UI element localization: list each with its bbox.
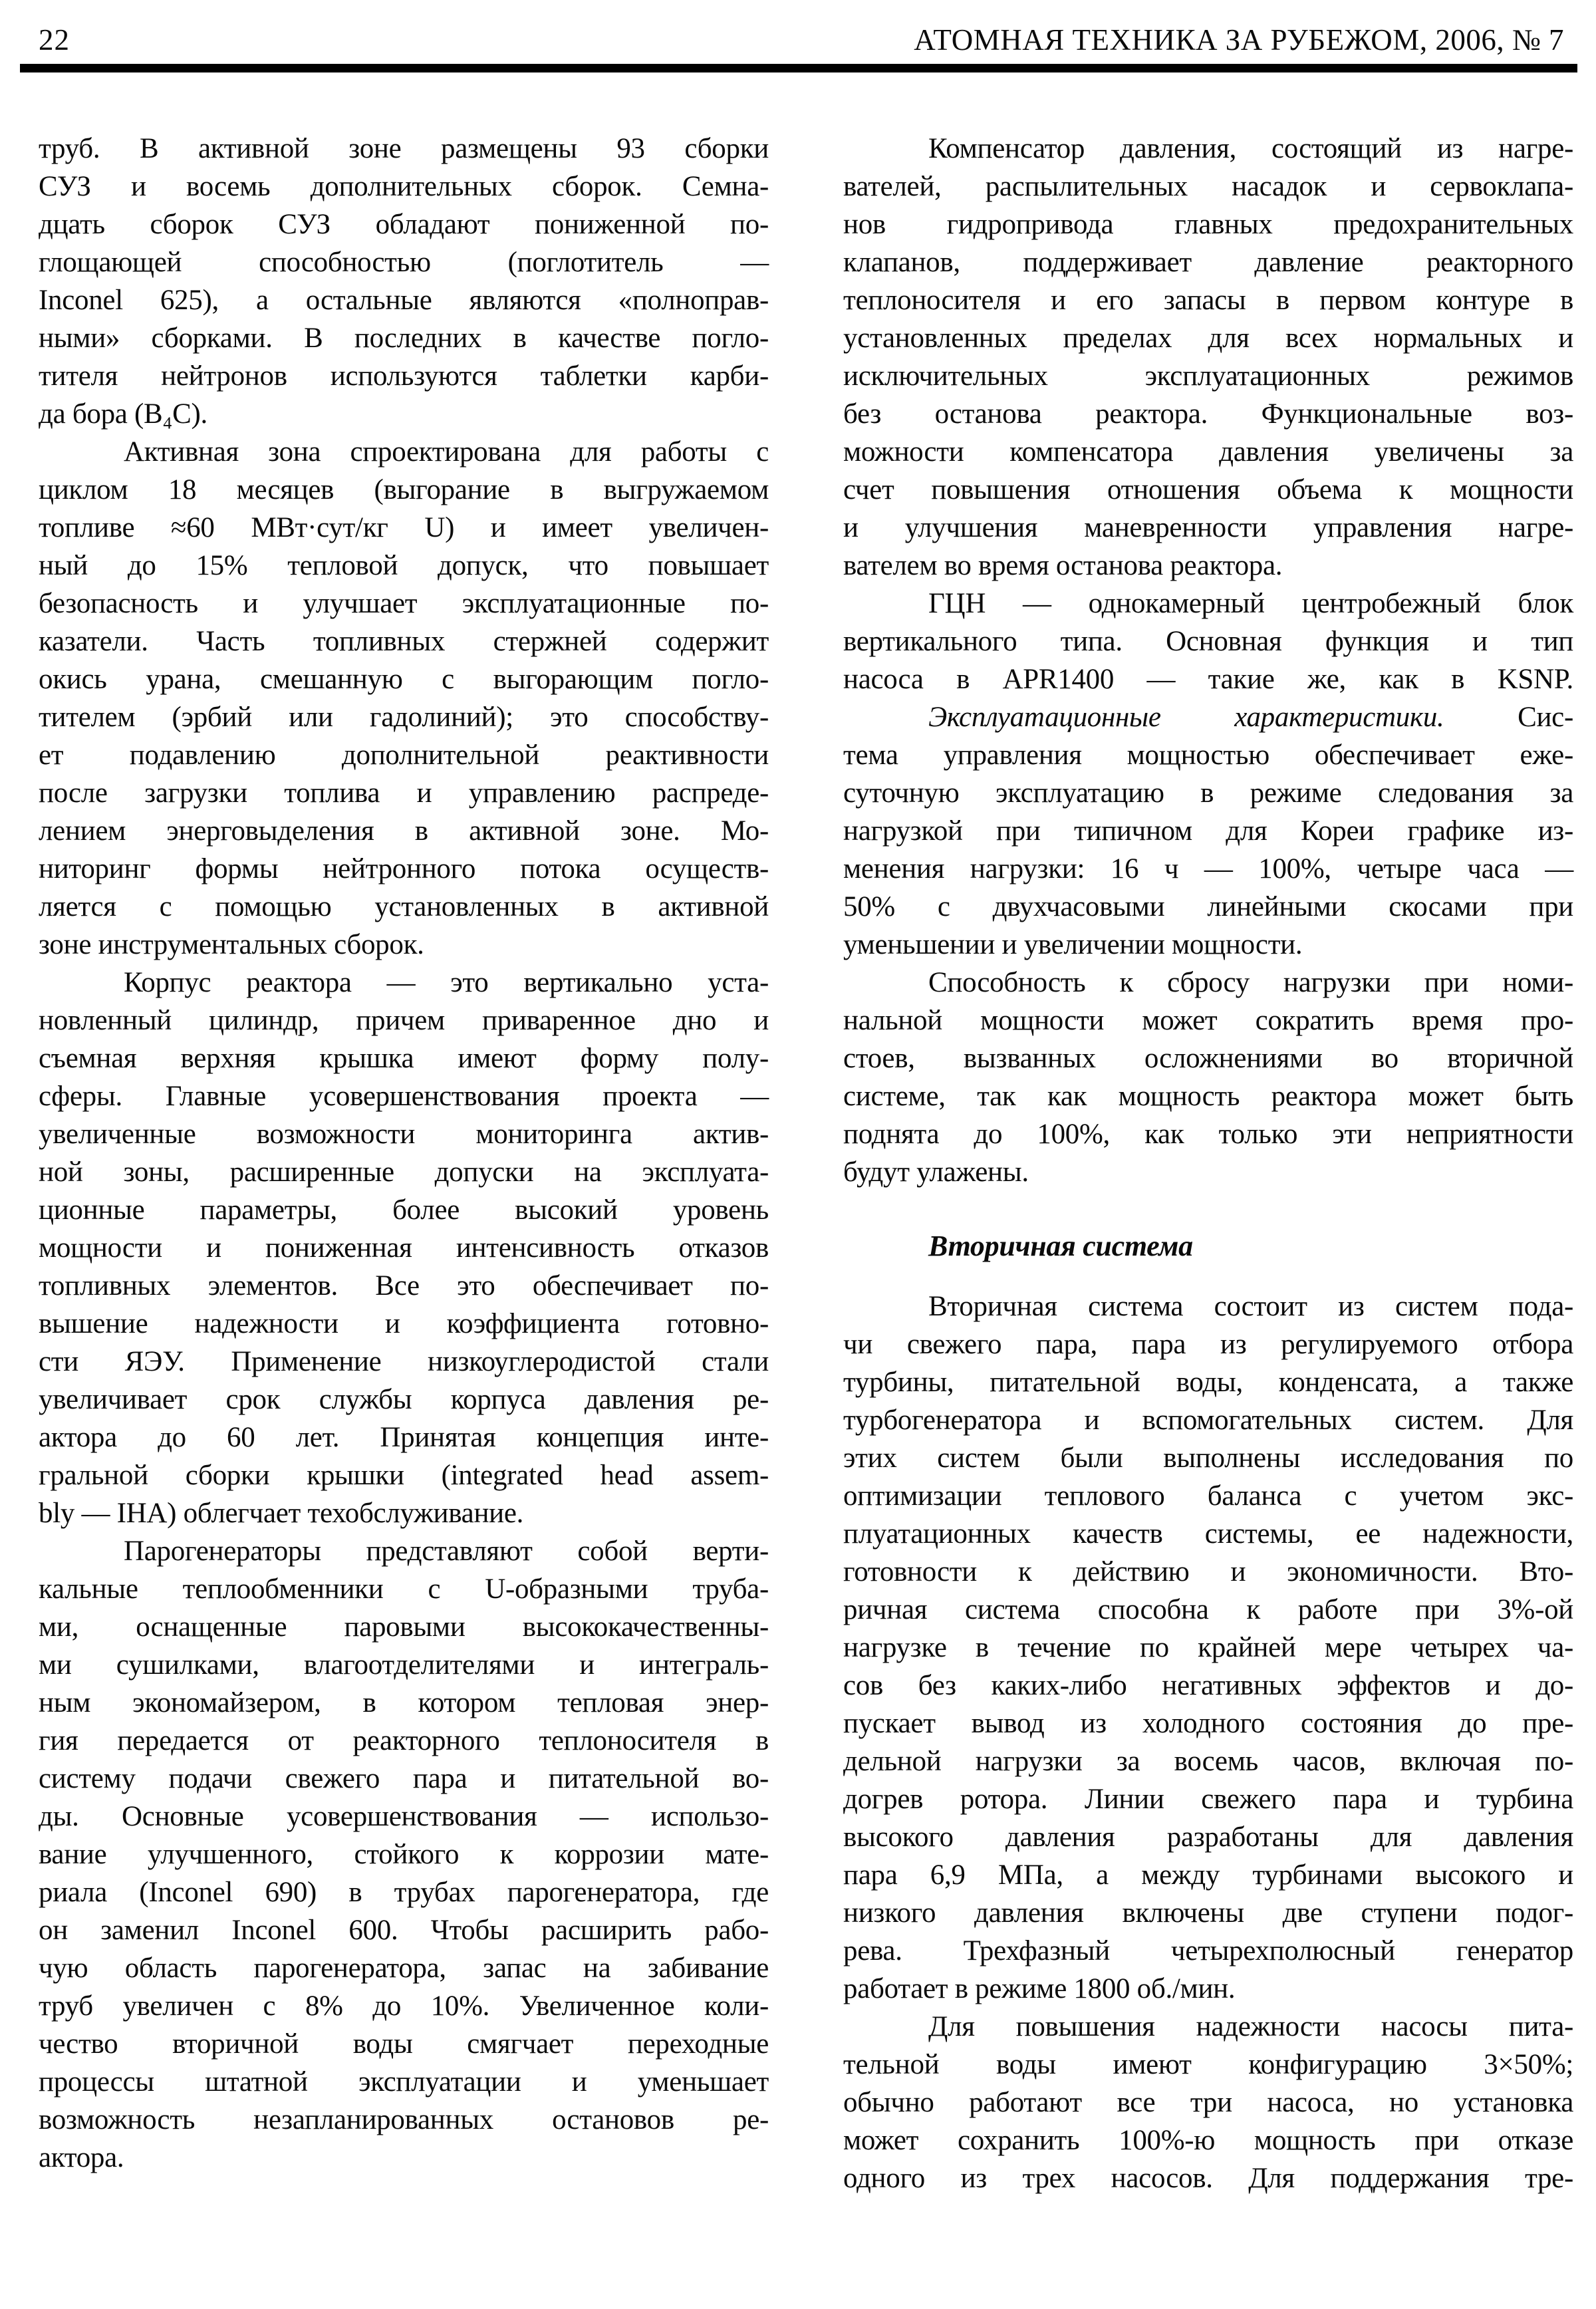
text-line: можности компенсатора давления увеличены за: [843, 436, 1573, 468]
text-line: теплоносителя и его запасы в первом контуре в: [843, 285, 1573, 316]
text-line: вертикального типа. Основная функция и тип: [843, 626, 1573, 657]
text-line: рева. Трехфазный четырехполюсный генератор: [843, 1935, 1573, 1967]
text-line: поднята до 100%, как только эти неприятности: [843, 1119, 1573, 1150]
text-line: чи свежего пара, пара из регулируемого отбора: [843, 1329, 1573, 1360]
page-number: 22: [39, 23, 70, 57]
text-line: Способность к сбросу нагрузки при номи-: [928, 967, 1573, 998]
text-line: менения нагрузки: 16 ч — 100%, четыре часа —: [843, 853, 1573, 884]
text-line: плуатационных качеств системы, ее надежности,: [843, 1518, 1573, 1550]
text-line: bly — IHA) облегчает техобслуживание.: [39, 1498, 524, 1529]
text-line: окись урана, смешанную с выгорающим погло-: [39, 664, 769, 695]
text-line: насоса в APR1400 — такие же, как в KSNP.: [843, 664, 1573, 695]
text-line: тельной воды имеют конфигурацию 3×50%;: [843, 2049, 1573, 2080]
text-line: ными» сборками. В последних в качестве погло-: [39, 323, 769, 354]
text-line: систему подачи свежего пара и питательной во-: [39, 1763, 769, 1794]
left-column: [39, 130, 769, 2197]
text-line: актора до 60 лет. Принятая концепция инте-: [39, 1422, 769, 1453]
text-line: актора.: [39, 2142, 124, 2173]
text-line: увеличенные возможности мониторинга актив-: [39, 1119, 769, 1150]
paragraph-secondary-system: [843, 1288, 1573, 2008]
paragraph-core-design: [39, 433, 769, 964]
lead-rest: Сис-: [1444, 702, 1573, 733]
text-line: ной зоны, расширенные допуски на эксплуата-: [39, 1156, 769, 1188]
text-line: турбины, питательной воды, конденсата, а также: [843, 1367, 1573, 1398]
text-line: одного из трех насосов. Для поддержания тре-: [843, 2163, 1573, 2194]
text-line: ми, оснащенные паровыми высококачественны-: [39, 1611, 769, 1643]
paragraph-main-coolant-pump: [843, 585, 1573, 698]
text-line: нов гидропривода главных предохранительных: [843, 209, 1573, 240]
text-line: [843, 698, 1573, 736]
text-line: тителем (эрбий или гадолиний); это способству-: [39, 702, 769, 733]
text-line: нальной мощности может сократить время про-: [843, 1005, 1573, 1036]
text-line: вателей, распылительных насадок и сервоклапа-: [843, 171, 1573, 202]
text-line: Активная зона спроектирована для работы с: [124, 436, 769, 468]
text-line: нагрузке в течение по крайней мере четырех ча-: [843, 1632, 1573, 1663]
text-line: вышение надежности и коэффициента готовно-: [39, 1308, 769, 1339]
text-line: ным экономайзером, в котором тепловая энер-: [39, 1687, 769, 1718]
text-line: клапанов, поддерживает давление реакторного: [843, 247, 1573, 278]
text-line: ляется с помощью установленных в активной: [39, 891, 769, 922]
text-line: готовности к действию и экономичности. Вто-: [843, 1556, 1573, 1587]
text-line: сти ЯЭУ. Применение низкоуглеродистой стали: [39, 1346, 769, 1377]
text-line: чество вторичной воды смягчает переходные: [39, 2028, 769, 2060]
text-line: новленный цилиндр, причем приваренное дно и: [39, 1005, 769, 1036]
text-line: циклом 18 месяцев (выгорание в выгружаемом: [39, 474, 769, 505]
paragraph-load-rejection: [843, 964, 1573, 1191]
text-line: низкого давления включены две ступени подог-: [843, 1897, 1573, 1929]
text-line: высокого давления разработаны для давления: [843, 1822, 1573, 1853]
text-line: ет подавлению дополнительной реактивности: [39, 740, 769, 771]
text-line: оптимизации теплового баланса с учетом экс-: [843, 1480, 1573, 1512]
text-line: вание улучшенного, стойкого к коррозии мате-: [39, 1839, 769, 1870]
paragraph-feedwater-pumps: [843, 2008, 1573, 2197]
text-line: риала (Inconel 690) в трубах парогенератора, где: [39, 1877, 769, 1908]
text-line: турбогенератора и вспомогательных систем. Для: [843, 1405, 1573, 1436]
text-line: мощности и пониженная интенсивность отказов: [39, 1232, 769, 1264]
text-line: топливных элементов. Все это обеспечивает по-: [39, 1270, 769, 1301]
text-line: СУЗ и восемь дополнительных сборок. Семна-: [39, 171, 769, 202]
text-line: Парогенераторы представляют собой верти-: [124, 1536, 769, 1567]
text-line: гральной сборки крышки (integrated head assem-: [39, 1460, 769, 1491]
text-line: Для повышения надежности насосы пита-: [928, 2011, 1573, 2042]
text-line: зоне инструментальных сборок.: [39, 929, 424, 960]
paragraph-steam-generators: [39, 1532, 769, 2177]
page-header: [0, 0, 1596, 57]
text-line: увеличивает срок службы корпуса давления ре-: [39, 1384, 769, 1415]
text-line: ми сушилками, влагоотделителями и интеграль-: [39, 1649, 769, 1681]
text-line: процессы штатной эксплуатации и уменьшает: [39, 2066, 769, 2098]
text-line: без останова реактора. Функциональные воз-: [843, 398, 1573, 430]
text-line: казатели. Часть топливных стержней содержит: [39, 626, 769, 657]
text-line: труб увеличен с 8% до 10%. Увеличенное коли-: [39, 1990, 769, 2022]
text-line: он заменил Inconel 600. Чтобы расширить рабо-: [39, 1915, 769, 1946]
text-line: Корпус реактора — это вертикально уста-: [124, 967, 769, 998]
text-line: дельной нагрузки за восемь часов, включая по-: [843, 1746, 1573, 1777]
text-line: ционные параметры, более высокий уровень: [39, 1194, 769, 1226]
text-line: Вторичная система состоит из систем пода-: [928, 1291, 1573, 1322]
text-line: установленных пределах для всех нормальных и: [843, 323, 1573, 354]
text-line: работает в режиме 1800 об./мин.: [843, 1973, 1236, 2004]
text-line: обычно работают все три насоса, но установка: [843, 2087, 1573, 2118]
text-line: ный до 15% тепловой допуск, что повышает: [39, 550, 769, 581]
right-column: [843, 130, 1573, 2197]
text-line: счет повышения отношения объема к мощности: [843, 474, 1573, 505]
text-line: 50% с двухчасовыми линейными скосами при: [843, 891, 1573, 922]
text-line: тителя нейтронов используются таблетки карби-: [39, 360, 769, 392]
text-line: суточную эксплуатацию в режиме следования за: [843, 777, 1573, 809]
header-rule: [20, 64, 1577, 72]
text-line: этих систем были выполнены исследования по: [843, 1442, 1573, 1474]
text-line: ричная система способна к работе при 3%-ой: [843, 1594, 1573, 1625]
italic-lead-in: Эксплуатационные характеристики.: [928, 702, 1444, 733]
journal-title: АТОМНАЯ ТЕХНИКА ЗА РУБЕЖОМ, 2006, № 7: [914, 23, 1564, 57]
paragraph-tubes-continuation: [39, 130, 769, 433]
text-line: Inconel 625), а остальные являются «полноправ-: [39, 285, 769, 316]
text-line: съемная верхняя крышка имеют форму полу-: [39, 1043, 769, 1074]
text-line: безопасность и улучшает эксплуатационные по-: [39, 588, 769, 619]
paragraph-lines: [843, 736, 1573, 964]
text-line: дцать сборок СУЗ обладают пониженной по-: [39, 209, 769, 240]
text-line: топливе ≈60 МВт·сут/кг U) и имеет увеличен-: [39, 512, 769, 543]
text-line: исключительных эксплуатационных режимов: [843, 360, 1573, 392]
text-line: пускает вывод из холодного состояния до пре-: [843, 1708, 1573, 1739]
text-line: пара 6,9 МПа, а между турбинами высокого и: [843, 1859, 1573, 1891]
text-line: после загрузки топлива и управлению распреде-: [39, 777, 769, 809]
text-line: догрев ротора. Линии свежего пара и турбина: [843, 1784, 1573, 1815]
text-line: ниторинг формы нейтронного потока осуществ-: [39, 853, 769, 884]
text-line: будут улажены.: [843, 1156, 1029, 1188]
section-heading-secondary-system: Вторичная система: [928, 1230, 1193, 1262]
text-line: ды. Основные усовершенствования — использо-: [39, 1801, 769, 1832]
text-line: да бора (B₄C).: [39, 398, 207, 430]
text-line: вателем во время останова реактора.: [843, 550, 1283, 581]
text-line: труб. В активной зоне размещены 93 сборки: [39, 133, 769, 164]
text-line: системе, так как мощность реактора может быть: [843, 1081, 1573, 1112]
paragraph-operational-characteristics: [843, 698, 1573, 964]
text-line: нагрузкой при типичном для Кореи графике из-: [843, 815, 1573, 847]
text-line: может сохранить 100%-ю мощность при отказе: [843, 2125, 1573, 2156]
text-line: кальные теплообменники с U-образными труба-: [39, 1573, 769, 1605]
paragraph-pressurizer: [843, 130, 1573, 585]
content-columns: [0, 72, 1596, 2197]
paragraph-reactor-vessel: [39, 964, 769, 1532]
text-line: тема управления мощностью обеспечивает еже-: [843, 740, 1573, 771]
text-line: стоев, вызванных осложнениями во вторичной: [843, 1043, 1573, 1074]
text-line: сов без каких-либо негативных эффектов и до-: [843, 1670, 1573, 1701]
text-line: глощающей способностью (поглотитель —: [39, 247, 769, 278]
text-line: ГЦН — однокамерный центробежный блок: [928, 588, 1573, 619]
text-line: лением энерговыделения в активной зоне. Мо-: [39, 815, 769, 847]
text-line: и улучшения маневренности управления нагре-: [843, 512, 1573, 543]
text-line: возможность незапланированных остановов ре-: [39, 2104, 769, 2135]
text-line: чую область парогенератора, запас на забивание: [39, 1953, 769, 1984]
text-line: сферы. Главные усовершенствования проекта —: [39, 1081, 769, 1112]
text-line: гия передается от реакторного теплоносителя в: [39, 1725, 769, 1756]
text-line: Компенсатор давления, состоящий из нагре-: [928, 133, 1573, 164]
text-line: уменьшении и увеличении мощности.: [843, 929, 1303, 960]
